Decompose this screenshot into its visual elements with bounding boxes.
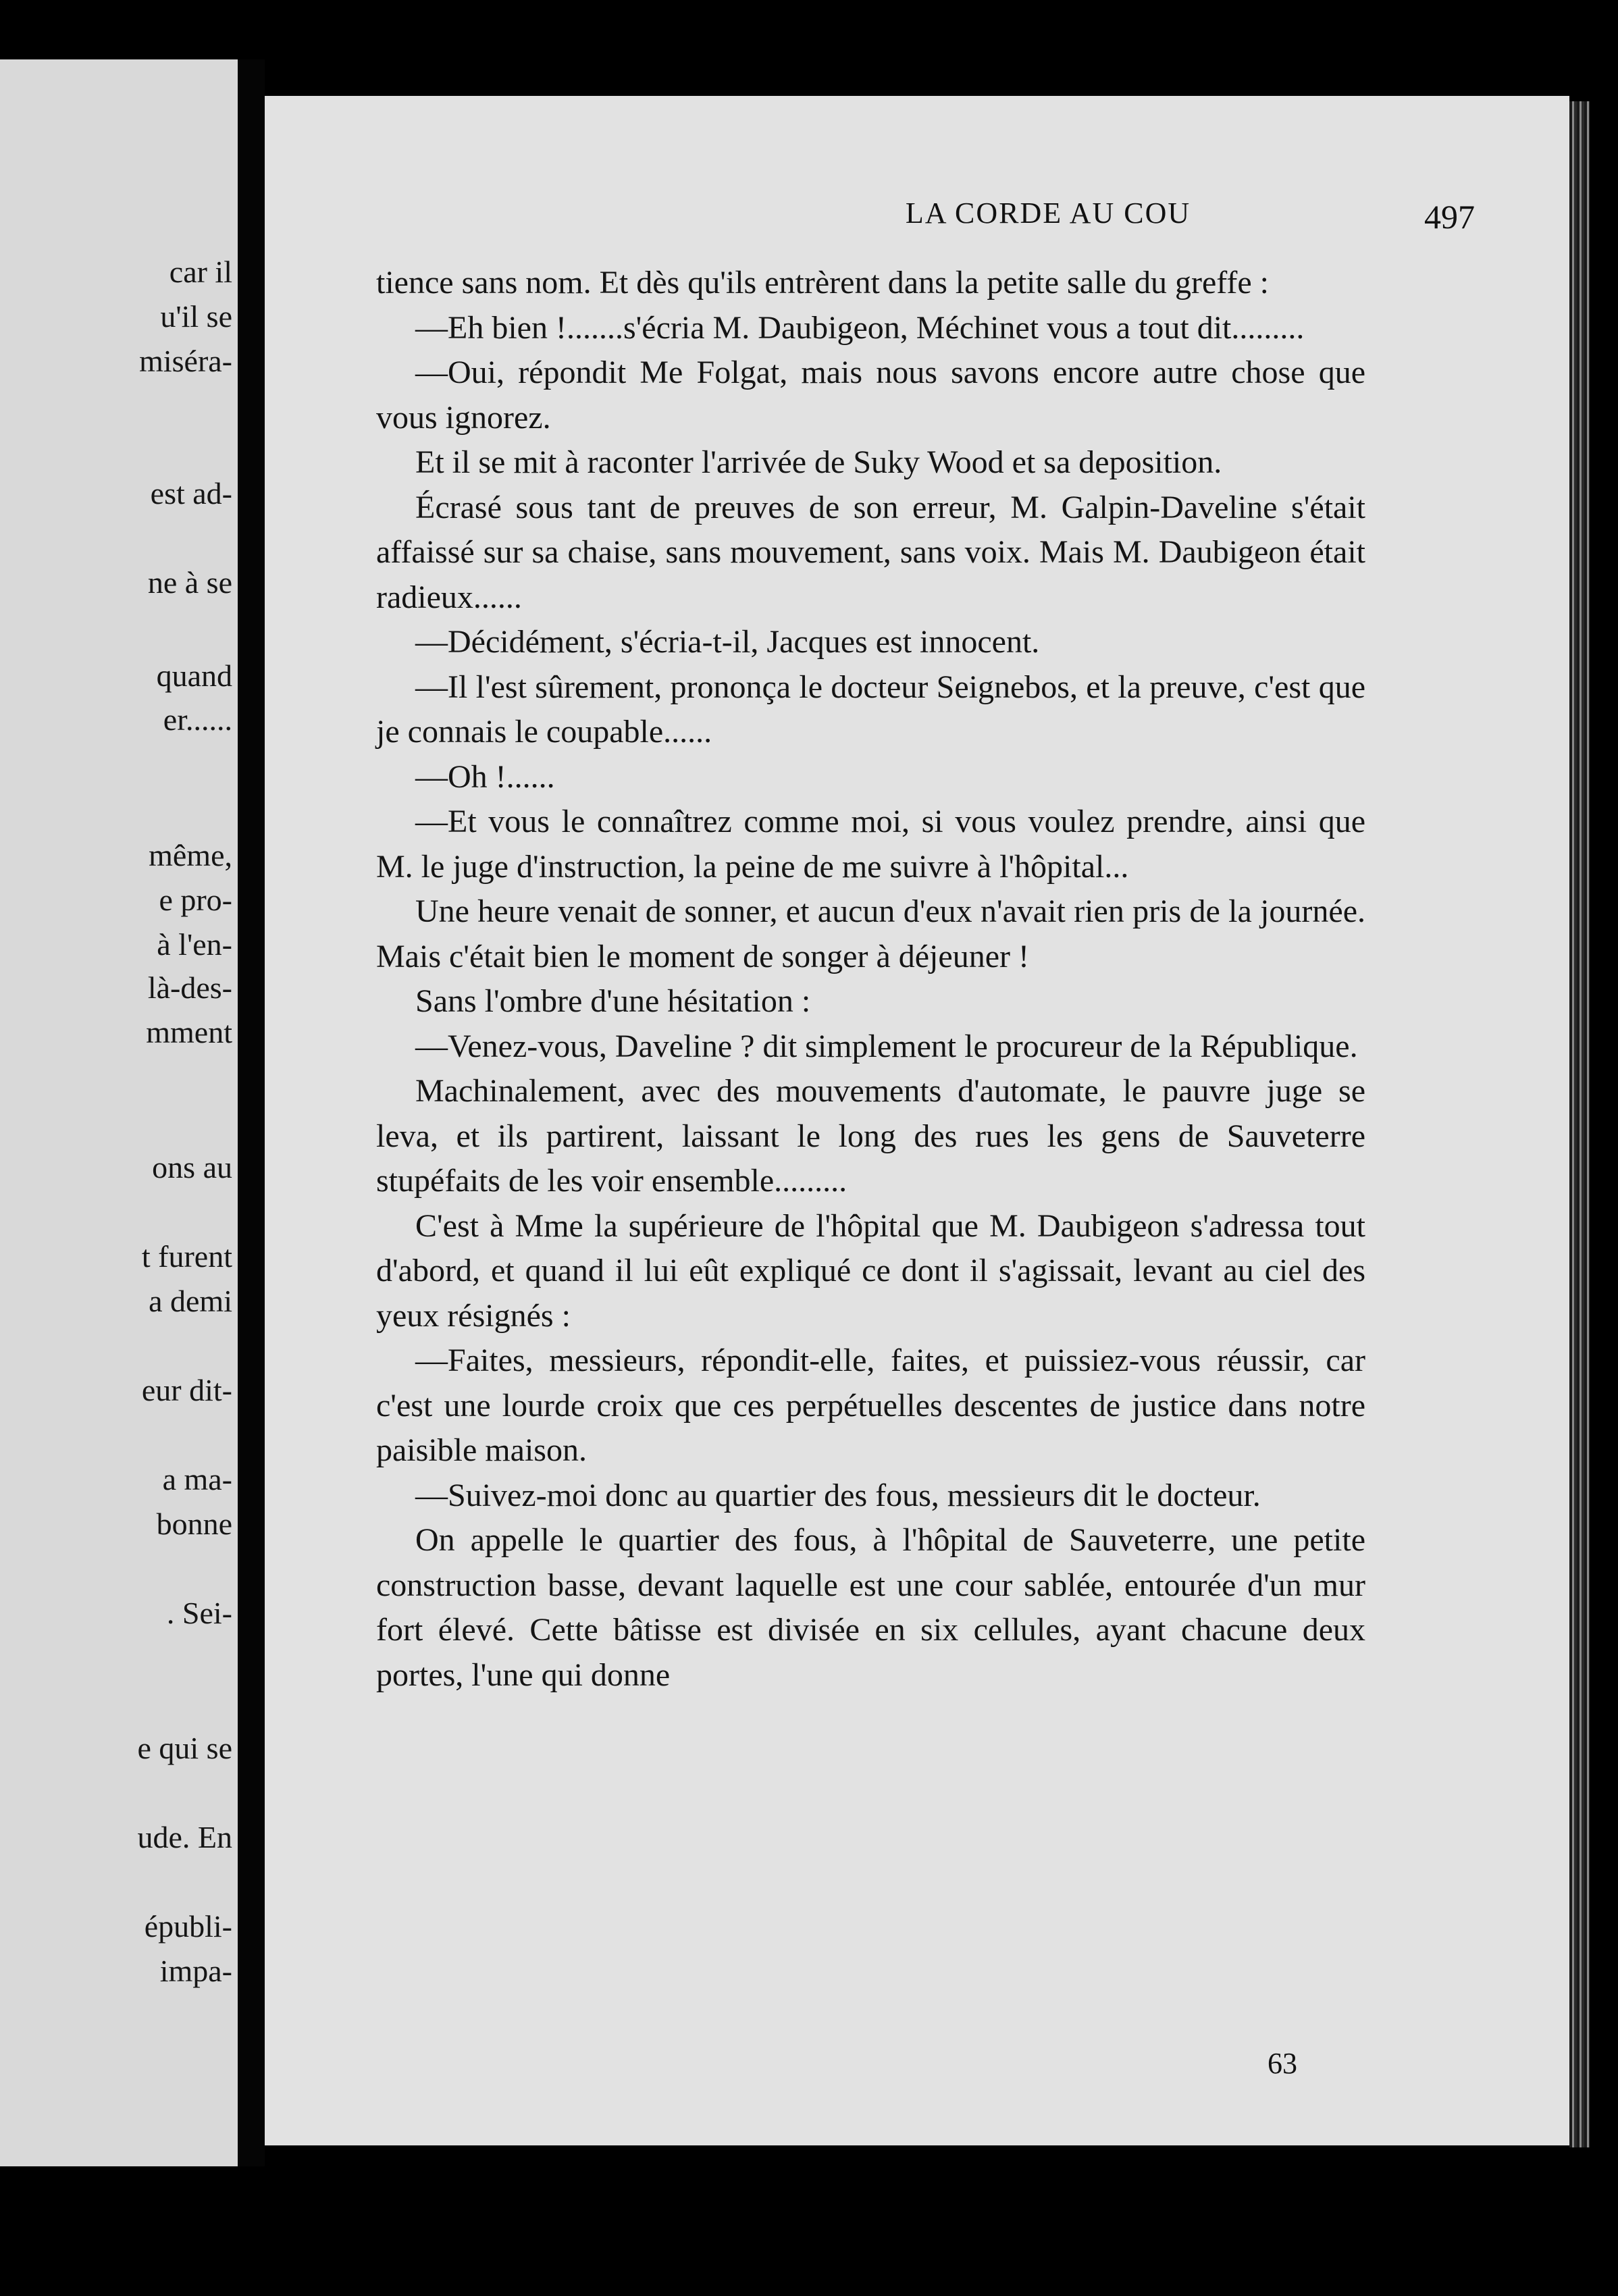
- left-page-line: à l'en-: [157, 927, 232, 962]
- paragraph: —Oh !......: [415, 758, 555, 795]
- book-gutter: [238, 59, 265, 2166]
- paragraph: —Décidément, s'écria-t-il, Jacques est innocent.: [415, 624, 1040, 660]
- left-page-line: quand: [156, 658, 232, 693]
- paragraph: Machinalement, avec des mouvements d'automate, le pauvre juge se leva, et ils partirent, laissant le long des rues les gens de Sauveterre stupéfaits de les voir ensemble.........: [376, 1073, 1365, 1199]
- paragraph: Une heure venait de sonner, et aucun d'eux n'avait rien pris de la journée. Mais c'était bien le moment de songer à déjeuner !: [376, 893, 1365, 974]
- paragraph: —Il l'est sûrement, prononça le docteur Seignebos, et la preuve, c'est que je connais le coupable......: [376, 669, 1365, 750]
- running-title: LA CORDE AU COU: [905, 197, 1191, 230]
- page-number: 497: [1424, 198, 1475, 236]
- paragraph: —Oui, répondit Me Folgat, mais nous savons encore autre chose que vous ignorez.: [376, 355, 1365, 436]
- left-page-line: ons au: [152, 1150, 232, 1184]
- signature-mark: 63: [1268, 2047, 1297, 2080]
- paragraph: —Suivez-moi donc au quartier des fous, messieurs dit le docteur.: [415, 1477, 1261, 1513]
- left-page-line: a demi: [149, 1284, 232, 1318]
- left-page-line: car il: [169, 255, 232, 289]
- left-page-line: u'il se: [160, 299, 232, 334]
- left-page-line: a ma-: [162, 1462, 232, 1496]
- paragraph: —Et vous le connaîtrez comme moi, si vous voulez prendre, ainsi que M. le juge d'instruction, la peine de me suivre à l'hôpital...: [376, 804, 1365, 885]
- left-page-line: er......: [163, 702, 232, 737]
- page-stack-edge: [1569, 101, 1590, 2147]
- body-text: [376, 261, 1365, 1698]
- paragraph: Et il se mit à raconter l'arrivée de Suky Wood et sa deposition.: [415, 444, 1222, 480]
- paragraph: —Venez-vous, Daveline ? dit simplement le procureur de la République.: [415, 1028, 1358, 1064]
- left-page-line: eur dit-: [141, 1373, 232, 1407]
- paragraph: —Faites, messieurs, répondit-elle, faites, et puissiez-vous réussir, car c'est une lourde croix que ces perpétuelles descentes de justice dans notre paisible maison.: [376, 1342, 1365, 1468]
- paragraph: tience sans nom. Et dès qu'ils entrèrent dans la petite salle du greffe :: [376, 265, 1270, 301]
- paragraph: C'est à Mme la supérieure de l'hôpital que M. Daubigeon s'adressa tout d'abord, et quand il lui eût expliqué ce dont il s'agissait, levant au ciel des yeux résignés :: [376, 1207, 1365, 1334]
- left-page-line: e pro-: [159, 883, 232, 917]
- left-page-line: même,: [149, 838, 232, 872]
- left-page-line: mment: [146, 1015, 232, 1049]
- left-page-line: ude. En: [137, 1820, 232, 1854]
- right-page: [265, 96, 1569, 2145]
- left-page-line: là-des-: [147, 970, 232, 1005]
- left-page-line: ne à se: [147, 565, 232, 600]
- left-page-line: t furent: [141, 1239, 232, 1274]
- left-page-fragment: [0, 59, 238, 2166]
- paragraph: On appelle le quartier des fous, à l'hôpital de Sauveterre, une petite construction basse, devant laquelle est une cour sablée, entourée d'un mur fort élevé. Cette bâtisse est divisée en six cellules, ayant chacune deux portes, l'une qui donne: [376, 1522, 1365, 1693]
- left-page-line: bonne: [156, 1507, 232, 1541]
- left-page-line: est ad-: [150, 476, 232, 511]
- left-page-line: épubli-: [144, 1909, 232, 1943]
- paragraph: —Eh bien !.......s'écria M. Daubigeon, Méchinet vous a tout dit.........: [415, 309, 1305, 346]
- paragraph: Écrasé sous tant de preuves de son erreur, M. Galpin-Daveline s'était affaissé sur sa chaise, sans mouvement, sans voix. Mais M. Daubigeon était radieux......: [376, 489, 1365, 615]
- left-page-line: impa-: [159, 1954, 232, 1988]
- left-page-line: . Sei-: [166, 1596, 232, 1630]
- left-page-line: e qui se: [137, 1731, 232, 1765]
- left-page-line: miséra-: [139, 344, 232, 378]
- paragraph: Sans l'ombre d'une hésitation :: [415, 983, 811, 1019]
